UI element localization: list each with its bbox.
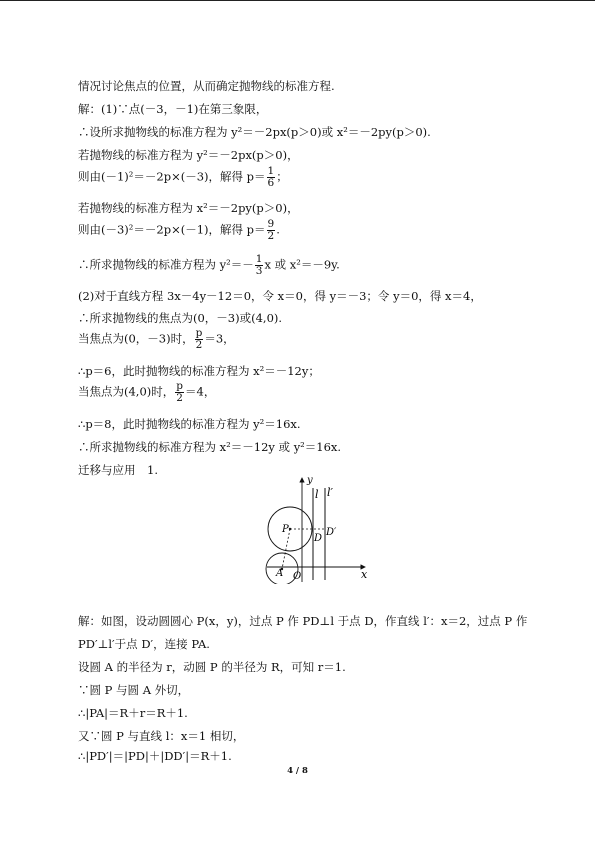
- text-line: 若抛物线的标准方程为 x²＝－2py(p＞0)，: [78, 201, 299, 215]
- fraction: [267, 219, 276, 242]
- point-d-prime-label: D′: [326, 527, 337, 538]
- text-segment: ；: [276, 169, 288, 184]
- fraction: [175, 381, 184, 404]
- text-line-fraction: [78, 328, 235, 351]
- text-segment: 当焦点为(0，－3)时，: [78, 331, 194, 346]
- segment-pa: [282, 529, 290, 569]
- text-line: 若抛物线的标准方程为 y²＝－2px(p＞0)，: [78, 148, 299, 162]
- text-line: 情况讨论焦点的位置，从而确定抛物线的标准方程.: [78, 79, 335, 93]
- text-line-fraction: [78, 254, 340, 277]
- text-line-fraction: [78, 219, 280, 242]
- text-line: 解：如图，设动圆圆心 P(x，y)，过点 P 作 PD⊥l 于点 D，作直线 l′：x＝2，过点 P 作: [78, 614, 528, 628]
- text-line: 设圆 A 的半径为 r，动圆 P 的半径为 R，可知 r＝1.: [78, 660, 346, 674]
- fraction-denominator: 2: [267, 230, 275, 242]
- origin-label: O: [293, 571, 302, 582]
- text-line: 解：(1)∵点(－3，－1)在第三象限，: [78, 102, 268, 116]
- point-d-label: D: [314, 533, 323, 544]
- fraction-denominator: 2: [176, 392, 183, 404]
- fraction-denominator: 2: [195, 339, 203, 351]
- top-rule: [0, 0, 595, 1]
- text-line-fraction: [78, 381, 215, 404]
- page-number: 4 / 8: [287, 766, 308, 776]
- text-segment: ＝3，: [204, 331, 235, 346]
- text-segment: .: [276, 222, 280, 237]
- text-segment: x 或 x²＝－9y.: [264, 257, 340, 272]
- text-line: 迁移与应用 1.: [78, 463, 158, 477]
- text-line: ∴|PA|＝R＋r＝R＋1.: [78, 706, 188, 720]
- line-l-label: l: [315, 488, 319, 501]
- text-line: ∴p＝6，此时抛物线的标准方程为 x²＝－12y；: [78, 364, 320, 378]
- text-line: ∴所求抛物线的焦点为(0，－3)或(4,0).: [78, 311, 283, 325]
- text-line: (2)对于直线方程 3x－4y－12＝0，令 x＝0，得 y＝－3；令 y＝0，得 x＝4，: [78, 289, 482, 303]
- fraction-numerator: p: [176, 380, 183, 392]
- y-axis-label: y: [307, 475, 313, 486]
- fraction-denominator: 6: [267, 177, 275, 189]
- text-line: ∴|PD′|＝|PD|＋|DD′|＝R＋1.: [78, 749, 232, 763]
- line-l-prime-label: l′: [327, 486, 334, 499]
- text-segment: ＝4，: [185, 384, 216, 399]
- fraction-numerator: 9: [267, 218, 275, 230]
- fraction: [195, 328, 204, 351]
- text-segment: 则由(－3)²＝－2p×(－1)，解得 p＝: [78, 222, 266, 237]
- point-p-label: P: [282, 524, 289, 535]
- point-a-label: A: [276, 568, 284, 579]
- text-segment: 则由(－1)²＝－2p×(－3)，解得 p＝: [78, 169, 266, 184]
- fraction: [267, 166, 276, 189]
- text-segment: ∴所求抛物线的标准方程为 y²＝－: [78, 257, 254, 272]
- x-axis-label: x: [361, 568, 368, 581]
- fraction: [255, 254, 264, 277]
- text-line: PD′⊥l′于点 D′，连接 PA.: [78, 637, 210, 651]
- text-line: ∴所求抛物线的标准方程为 x²＝－12y 或 y²＝16x.: [78, 440, 342, 454]
- fraction-numerator: 1: [267, 165, 275, 177]
- text-segment: 当焦点为(4,0)时，: [78, 384, 175, 399]
- point-p: [289, 528, 291, 530]
- text-line: ∴设所求抛物线的标准方程为 y²＝－2px(p＞0)或 x²＝－2py(p＞0).: [78, 125, 431, 139]
- text-line-fraction: [78, 166, 288, 189]
- fraction-numerator: 1: [255, 253, 263, 265]
- text-line: 又∵圆 P 与直线 l：x＝1 相切，: [78, 729, 245, 743]
- fraction-numerator: p: [195, 327, 203, 339]
- text-line: ∴p＝8，此时抛物线的标准方程为 y²＝16x.: [78, 417, 301, 431]
- fraction-denominator: 3: [255, 265, 263, 277]
- geometry-figure: [265, 472, 375, 584]
- text-line: ∵圆 P 与圆 A 外切，: [78, 683, 190, 697]
